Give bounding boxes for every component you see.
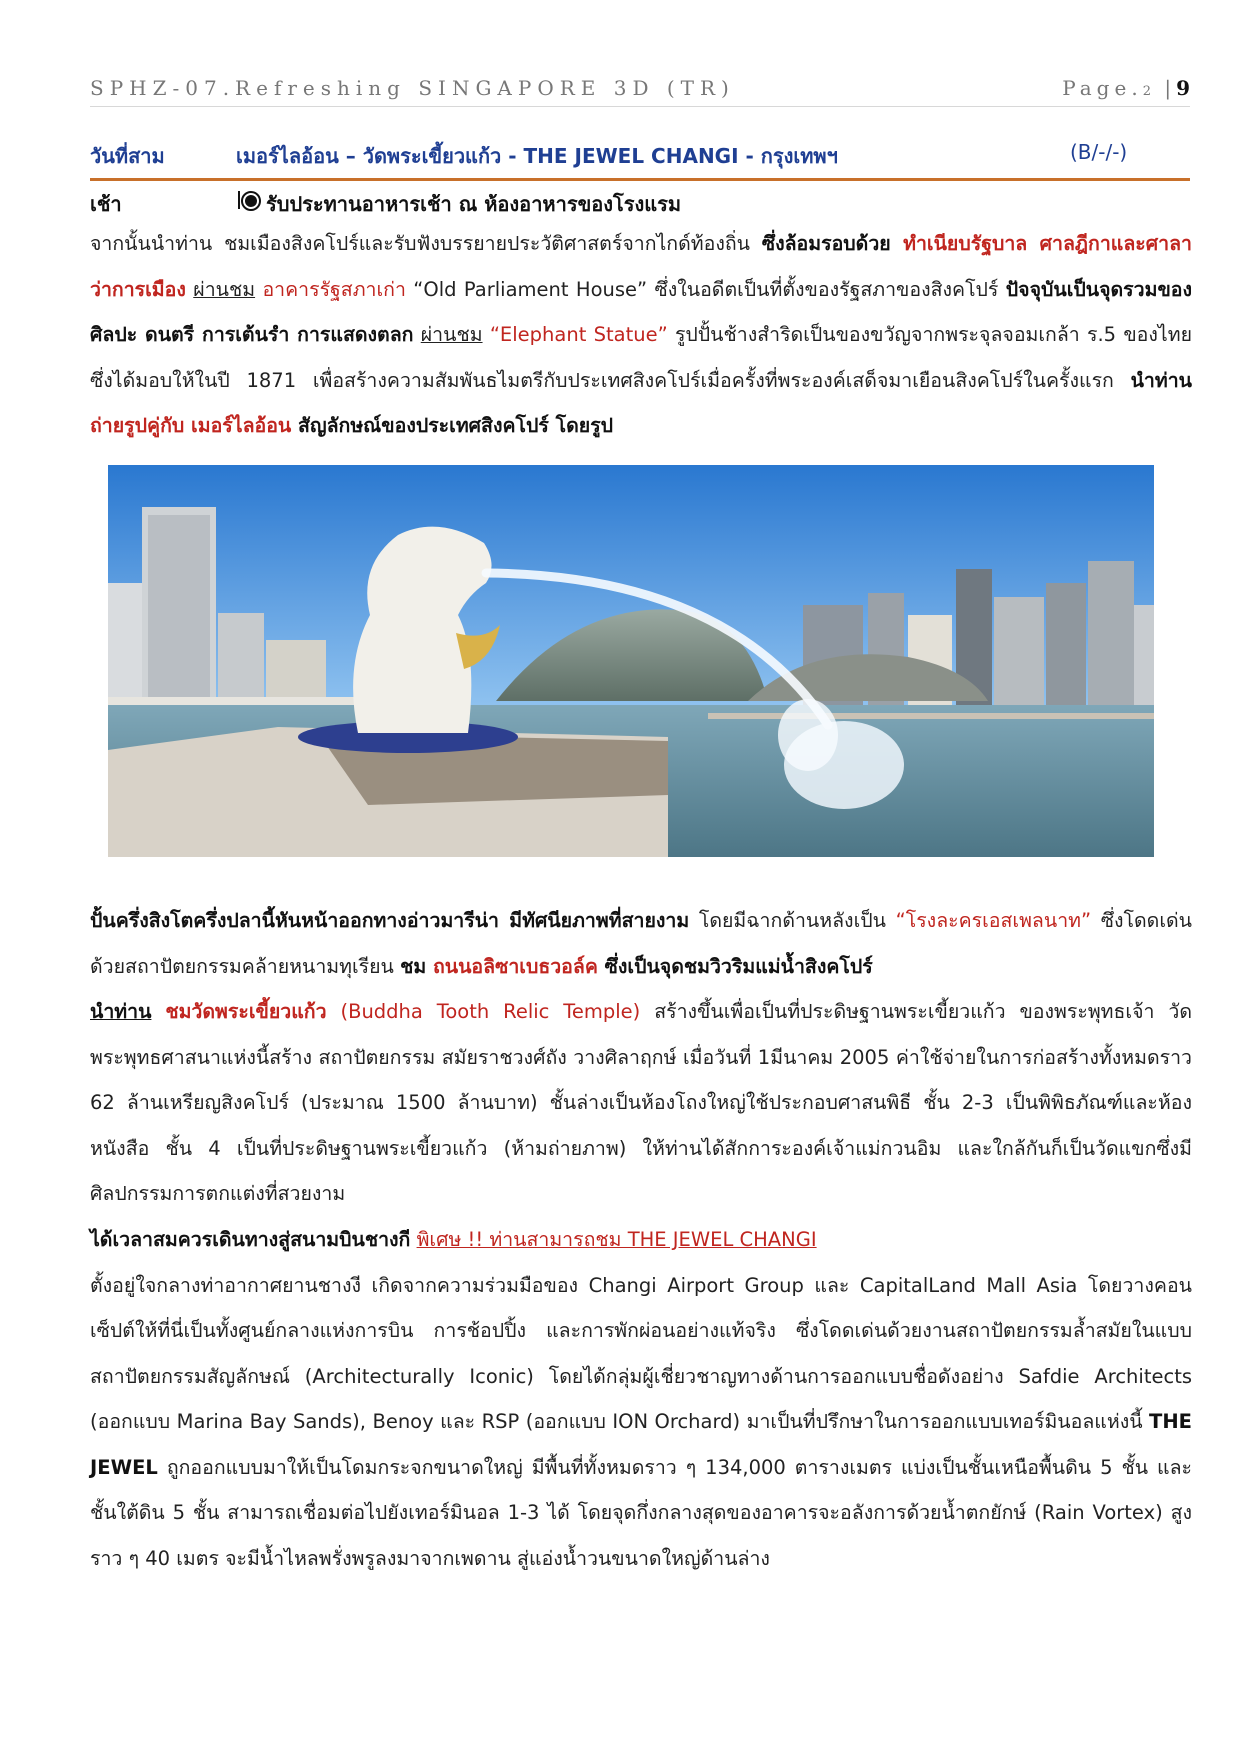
text-run-bold: ปัจจุบันเป็นจุดรวมของศิลปะ ดนตรี การเต้นรำ การแสดงตลก <box>90 277 1193 346</box>
day-label: วันที่สาม <box>90 144 165 168</box>
text-run <box>483 323 490 346</box>
meal-text: รับประทานอาหารเช้า ณ ห้องอาหารของโรงแรม <box>266 192 682 216</box>
day-meals: (B/-/-) <box>1070 140 1128 164</box>
fork-plate-icon <box>236 188 262 219</box>
text-run-bold-underline: นำท่าน <box>90 1000 152 1023</box>
text-run-bold: นำท่าน <box>1130 368 1192 392</box>
highlight-old-parliament: อาคารรัฐสภาเก่า <box>262 277 406 301</box>
highlight-elephant-statue: “Elephant Statue” <box>489 323 668 346</box>
text-run: ตั้งอยู่ใจกลางท่าอากาศยานชางงี เกิดจากความร่วมมือของ Changi Airport Group และ CapitalLand Mall Asia โดยวางคอนเซ็ปต์ให้ที่นี่เป็นทั้งศูนย์กลางแห่งการบิน การช้อปปิ้ง และการพักผ่อนอย่างแท้จริง ซึ่งโดดเด่นด้วยงานสถาปัตยกรรมล้ำสมัยในแบบสถาปัตยกรรมสัญลักษณ์ (Architecturally Iconic) โดยได้กลุ่มผู้เชี่ยวชาญทางด้านการออกแบบชื่อดังอย่าง Safdie Architects (ออกแบบ Marina Bay Sands), Benoy และ RSP (ออกแบบ ION Orchard) มาเป็นที่ปรึกษาในการออกแบบเทอร์มินอลแห่งนี้ <box>90 1273 1192 1433</box>
highlight-jewel-special: พิเศษ !! ท่านสามารถชม THE JEWEL CHANGI <box>416 1228 817 1251</box>
temple-paragraph <box>90 898 1192 1217</box>
underline-pass-by: ผ่านชม <box>193 277 256 301</box>
breakfast-row <box>90 188 1190 220</box>
merlion-photo <box>108 465 1154 857</box>
page-number <box>1062 76 1190 100</box>
underline-pass-by: ผ่านชม <box>420 323 483 346</box>
page-current: 2 <box>1142 84 1153 99</box>
highlight-merlion-photo: ถ่ายรูปคู่กับ เมอร์ไลอ้อน <box>90 414 292 437</box>
tour-code: SPHZ-07.Refreshing SINGAPORE 3D (TR) <box>90 76 735 100</box>
text-run-bold: ได้เวลาสมควรเดินทางสู่สนามบินชางกี <box>90 1228 411 1251</box>
text-run-bold: ชม <box>400 954 433 978</box>
highlight-government-buildings: ทำเนียบรัฐบาล ศาลฎีกาและศาลาว่าการเมือง <box>90 232 1192 301</box>
text-run-bold: สัญลักษณ์ของประเทศสิงคโปร์ โดยรูป <box>291 414 614 437</box>
text-run: โดยมีฉากด้านหลังเป็น <box>689 909 896 932</box>
text-run: ซึ่งล้อมรอบด้วย <box>761 232 904 255</box>
text-run: จากนั้นนำท่าน ชมเมืองสิงคโปร์และรับฟังบรรยายประวัติศาสตร์จากไกด์ท้องถิ่น <box>90 232 762 255</box>
page-label: Page. <box>1062 76 1143 100</box>
text-run: สร้างขึ้นเพื่อเป็นที่ประดิษฐานพระเขี้ยวแก้ว ของพระพุทธเจ้า วัดพระพุทธศาสนาแห่งนี้สร้าง สถาปัตยกรรม สมัยราชวงศ์ถัง วางศิลาฤกษ์ เมื่อวันที่ 1มีนาคม 2005 ค่าใช้จ่ายในการก่อสร้างทั้งหมดราว 62 ล้านเหรียญสิงคโปร์ (ประมาณ 1500 ล้านบาท) ชั้นล่างเป็นห้องโถงใหญ่ใช้ประกอบศาสนพิธี ชั้น 2-3 เป็นพิพิธภัณฑ์และห้องหนังสือ ชั้น 4 เป็นที่ประดิษฐานพระเขี้ยวแก้ว (ห้ามถ่ายภาพ) ให้ท่านได้สักการะองค์เจ้าแม่กวนอิม และใกล้กันก็เป็นวัดแขกซึ่งมีศิลปกรรมการตกแต่งที่สวยงาม <box>90 1000 1193 1205</box>
highlight-elizabeth-walk: ถนนอลิซาเบธวอล์ค <box>432 954 598 978</box>
text-run-bold: THE JEWEL <box>90 1410 1192 1479</box>
page-separator: | <box>1164 76 1177 100</box>
page-header <box>90 76 1190 107</box>
text-run: ถูกออกแบบมาให้เป็นโดมกระจกขนาดใหญ่ มีพื้นที่ทั้งหมดราว ๆ 134,000 ตารางเมตร แบ่งเป็นชั้นเหนือพื้นดิน 5 ชั้น และชั้นใต้ดิน 5 ชั้น สามารถเชื่อมต่อไปยังเทอร์มินอล 1-3 ได้ โดยจุดกึ่งกลางสุดของอาคารจะอลังการด้วยน้ำตกยักษ์ (Rain Vortex) สูงราว ๆ 40 เมตร จะมีน้ำไหลพรั่งพรูลงมาจากเพดาน สู่แอ่งน้ำวนขนาดใหญ่ด้านล่าง <box>90 1455 1192 1570</box>
text-run: “Old Parliament House” ซึ่งในอดีตเป็นที่ตั้งของรัฐสภาของสิงคโปร์ <box>405 277 1006 301</box>
day-heading <box>90 136 1190 181</box>
text-run <box>413 323 420 346</box>
highlight-buddha-tooth-temple: ชมวัดพระเขี้ยวแก้ว <box>165 1000 327 1023</box>
merlion-paragraph <box>90 221 1192 449</box>
day-route: เมอร์ไลอ้อน – วัดพระเขี้ยวแก้ว - THE JEWEL CHANGI - กรุงเทพฯ <box>236 144 838 168</box>
text-run-bold: ซึ่งเป็นจุดชมวิวริมแม่น้ำสิงคโปร์ <box>597 954 873 978</box>
jewel-paragraph <box>90 1217 1192 1581</box>
text-run-bold: ปั้นครึ่งสิงโตครึ่งปลานี้หันหน้าออกทางอ่าวมารีน่า มีทัศนียภาพที่สายงาม <box>90 909 690 932</box>
text-run: ซึ่งโดดเด่นด้วยสถาปัตยกรรมคล้ายหนามทุเรียน <box>90 909 1192 978</box>
text-run: รูปปั้นช้างสำริดเป็นของขวัญจากพระจุลจอมเกล้า ร.5 ของไทย ซึ่งได้มอบให้ในปี 1871 เพื่อสร้างความสัมพันธไมตรีกับประเทศสิงคโปร์เมื่อครั้งที่พระองค์เสด็จมาเยือนสิงคโปร์ในครั้งแรก <box>90 323 1192 392</box>
meal-time: เช้า <box>90 192 122 216</box>
highlight-temple-english: (Buddha Tooth Relic Temple) <box>326 1000 641 1023</box>
highlight-esplanade: “โรงละครเอสเพลนาท” <box>895 909 1092 932</box>
text-run <box>151 1000 165 1023</box>
page-total: 9 <box>1176 76 1190 100</box>
